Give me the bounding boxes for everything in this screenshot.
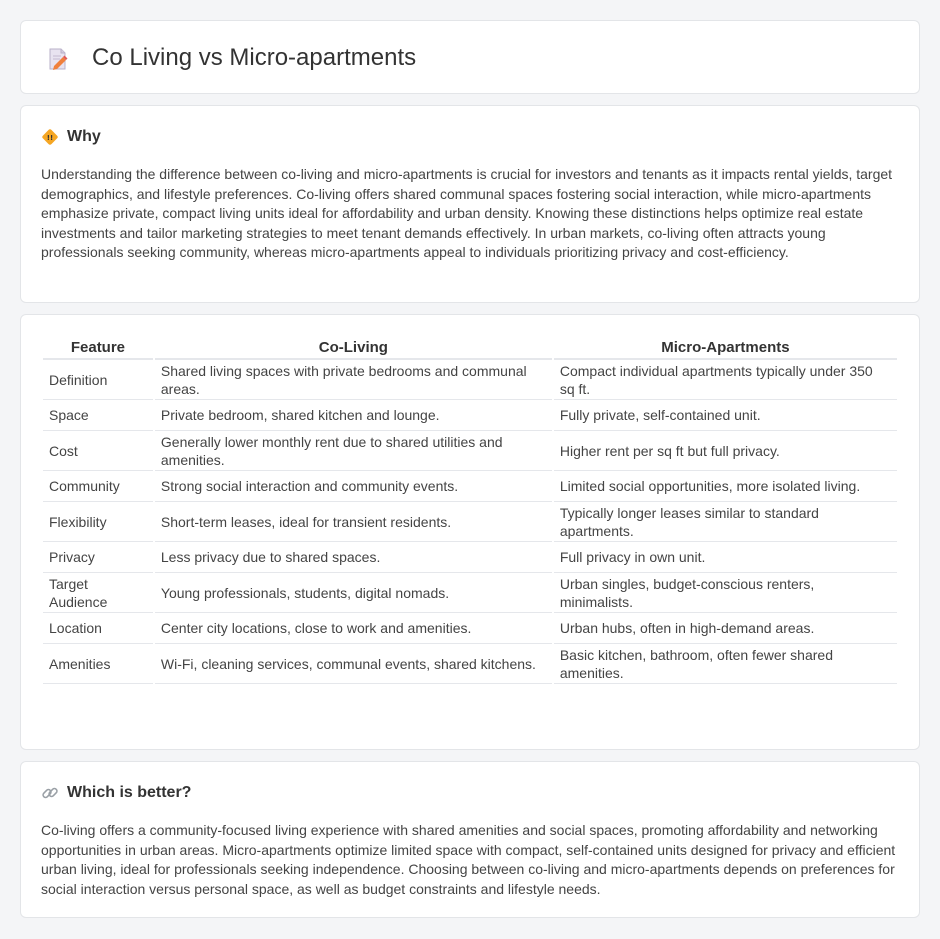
which-section — [20, 761, 920, 918]
table-row — [43, 613, 897, 644]
svg-text:!!: !! — [46, 134, 54, 142]
table-header-micro: Micro-Apartments — [554, 336, 897, 360]
feature-cell: Location — [43, 613, 153, 644]
feature-cell: Privacy — [43, 542, 153, 573]
table-row — [43, 471, 897, 502]
table-row — [43, 542, 897, 573]
warning-sign-icon — [41, 128, 59, 146]
coliving-cell: Wi-Fi, cleaning services, communal events, shared kitchens. — [155, 644, 552, 684]
page-title: Co Living vs Micro-apartments — [92, 44, 417, 71]
coliving-cell: Shared living spaces with private bedrooms and communal areas. — [155, 360, 552, 400]
which-text: Co-living offers a community-focused living experience with shared amenities and social spaces, promoting affordability and networking opportunities in urban areas. Micro-apartments optimize limited space with compact, self-contained units designed for privacy and efficient urban living, ideal for professionals seeking independence. Choosing between co-living and micro-apartments depends on preferences for social interaction versus personal space, as well as budget constraints and lifestyle needs. — [41, 822, 896, 897]
feature-cell: Amenities — [43, 644, 153, 684]
micro-cell: Compact individual apartments typically under 350 sq ft. — [554, 360, 897, 400]
table-row — [43, 400, 897, 431]
micro-cell: Urban singles, budget-conscious renters, minimalists. — [554, 573, 897, 613]
table-row — [43, 644, 897, 684]
table-header-feature: Feature — [43, 336, 153, 360]
feature-cell: Target Audience — [43, 573, 153, 613]
header-card — [20, 20, 920, 94]
why-heading-label: Why — [67, 128, 101, 145]
coliving-cell: Private bedroom, shared kitchen and lounge. — [155, 400, 552, 431]
why-text: Understanding the difference between co-living and micro-apartments is crucial for investors and tenants as it impacts rental yields, target demographics, and lifestyle preferences. Co-living offers shared communal spaces fostering social interaction, while micro-apartments emphasize private, compact living units ideal for affordability and urban density. Knowing these distinctions helps optimize real estate investments and tailor marketing strategies to meet tenant demands effectively. In urban markets, co-living often attracts young professionals seeking community, whereas micro-apartments appeal to individuals prioritizing privacy and cost-efficiency. — [41, 166, 893, 260]
feature-cell: Flexibility — [43, 502, 153, 542]
feature-cell: Cost — [43, 431, 153, 471]
feature-cell: Space — [43, 400, 153, 431]
link-icon — [41, 784, 59, 802]
coliving-cell: Young professionals, students, digital nomads. — [155, 573, 552, 613]
which-heading-label: Which is better? — [67, 784, 192, 801]
table-row — [43, 431, 897, 471]
coliving-cell: Short-term leases, ideal for transient residents. — [155, 502, 552, 542]
micro-cell: Typically longer leases similar to standard apartments. — [554, 502, 897, 542]
micro-cell: Full privacy in own unit. — [554, 542, 897, 573]
table-row — [43, 502, 897, 542]
document-pencil-icon — [47, 47, 69, 71]
coliving-cell: Strong social interaction and community events. — [155, 471, 552, 502]
micro-cell: Basic kitchen, bathroom, often fewer shared amenities. — [554, 644, 897, 684]
feature-cell: Definition — [43, 360, 153, 400]
feature-cell: Community — [43, 471, 153, 502]
coliving-cell: Center city locations, close to work and amenities. — [155, 613, 552, 644]
micro-cell: Limited social opportunities, more isolated living. — [554, 471, 897, 502]
table-header-row — [43, 336, 897, 360]
comparison-table-card — [20, 314, 920, 750]
coliving-cell: Less privacy due to shared spaces. — [155, 542, 552, 573]
micro-cell: Fully private, self-contained unit. — [554, 400, 897, 431]
comparison-table — [41, 336, 899, 684]
which-heading — [41, 784, 191, 802]
why-heading — [41, 128, 101, 146]
table-header-coliving: Co-Living — [155, 336, 552, 360]
table-row — [43, 573, 897, 613]
micro-cell: Urban hubs, often in high-demand areas. — [554, 613, 897, 644]
micro-cell: Higher rent per sq ft but full privacy. — [554, 431, 897, 471]
table-row — [43, 360, 897, 400]
why-section — [20, 105, 920, 303]
coliving-cell: Generally lower monthly rent due to shared utilities and amenities. — [155, 431, 552, 471]
